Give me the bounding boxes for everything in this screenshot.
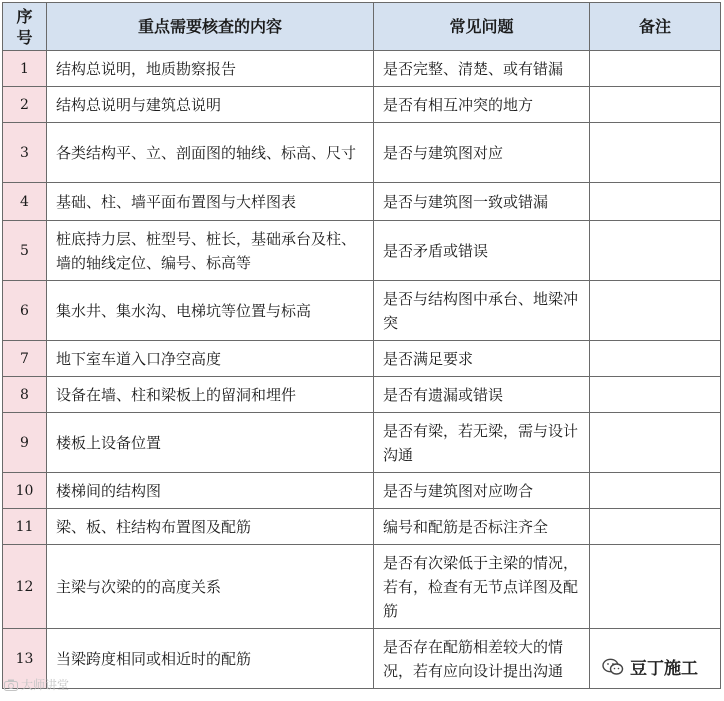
row-seq: 3 (3, 123, 47, 183)
table-row (3, 509, 721, 545)
header-seq (3, 3, 47, 51)
row-seq: 4 (3, 183, 47, 221)
row-seq: 9 (3, 413, 47, 473)
row-issue: 是否矛盾或错误 (374, 221, 590, 281)
row-note (590, 377, 721, 413)
row-note (590, 509, 721, 545)
row-issue: 是否有次梁低于主梁的情况，若有，检查有无节点详图及配筋 (374, 545, 590, 629)
row-issue: 是否与建筑图对应 (374, 123, 590, 183)
table-row (3, 413, 721, 473)
row-note (590, 87, 721, 123)
table-row (3, 51, 721, 87)
row-issue: 是否与建筑图一致或错漏 (374, 183, 590, 221)
row-seq: 2 (3, 87, 47, 123)
row-note (590, 281, 721, 341)
row-issue: 是否有梁，若无梁，需与设计沟通 (374, 413, 590, 473)
row-note (590, 341, 721, 377)
row-content: 当梁跨度相同或相近时的配筋 (47, 629, 374, 689)
row-issue: 是否有相互冲突的地方 (374, 87, 590, 123)
row-issue: 是否与建筑图对应吻合 (374, 473, 590, 509)
camera-icon (4, 679, 18, 691)
table-row (3, 87, 721, 123)
watermark-left (4, 676, 69, 693)
row-content: 梁、板、柱结构布置图及配筋 (47, 509, 374, 545)
row-note (590, 545, 721, 629)
row-issue: 编号和配筋是否标注齐全 (374, 509, 590, 545)
row-content: 结构总说明与建筑总说明 (47, 87, 374, 123)
table-row (3, 221, 721, 281)
row-note (590, 183, 721, 221)
row-note (590, 413, 721, 473)
table-row (3, 341, 721, 377)
row-content: 设备在墙、柱和梁板上的留洞和埋件 (47, 377, 374, 413)
row-issue: 是否有遗漏或错误 (374, 377, 590, 413)
row-content: 基础、柱、墙平面布置图与大样图表 (47, 183, 374, 221)
row-note (590, 51, 721, 87)
watermark-right (598, 652, 702, 681)
row-content: 结构总说明，地质勘察报告 (47, 51, 374, 87)
table-row (3, 281, 721, 341)
header-row (3, 3, 721, 51)
row-content: 桩底持力层、桩型号、桩长，基础承台及柱、墙的轴线定位、编号、标高等 (47, 221, 374, 281)
row-seq: 6 (3, 281, 47, 341)
table-row (3, 123, 721, 183)
row-issue: 是否存在配筋相差较大的情况，若有应向设计提出沟通 (374, 629, 590, 689)
row-content: 各类结构平、立、剖面图的轴线、标高、尺寸 (47, 123, 374, 183)
row-seq: 5 (3, 221, 47, 281)
table-row (3, 473, 721, 509)
row-seq: 11 (3, 509, 47, 545)
header-content: 重点需要核查的内容 (47, 3, 374, 51)
row-seq: 12 (3, 545, 47, 629)
row-note (590, 123, 721, 183)
watermark-right-text: 豆丁施工 (630, 659, 698, 679)
row-note (590, 221, 721, 281)
row-issue: 是否与结构图中承台、地梁冲突 (374, 281, 590, 341)
row-seq: 1 (3, 51, 47, 87)
row-seq: 7 (3, 341, 47, 377)
row-issue: 是否满足要求 (374, 341, 590, 377)
table-row (3, 183, 721, 221)
row-seq: 13 (3, 629, 47, 689)
row-content: 主梁与次梁的的高度关系 (47, 545, 374, 629)
row-content: 集水井、集水沟、电梯坑等位置与标高 (47, 281, 374, 341)
header-note: 备注 (590, 3, 721, 51)
row-content: 地下室车道入口净空高度 (47, 341, 374, 377)
wechat-icon (602, 658, 624, 676)
row-content: 楼板上设备位置 (47, 413, 374, 473)
table-row (3, 545, 721, 629)
row-note (590, 473, 721, 509)
row-content: 楼梯间的结构图 (47, 473, 374, 509)
header-seq-label: 序 号 (16, 6, 33, 47)
row-seq: 10 (3, 473, 47, 509)
row-seq: 8 (3, 377, 47, 413)
inspection-table (2, 2, 721, 689)
watermark-left-text: 大师讲堂 (21, 678, 70, 692)
header-issue: 常见问题 (374, 3, 590, 51)
row-issue: 是否完整、清楚、或有错漏 (374, 51, 590, 87)
table-row (3, 377, 721, 413)
